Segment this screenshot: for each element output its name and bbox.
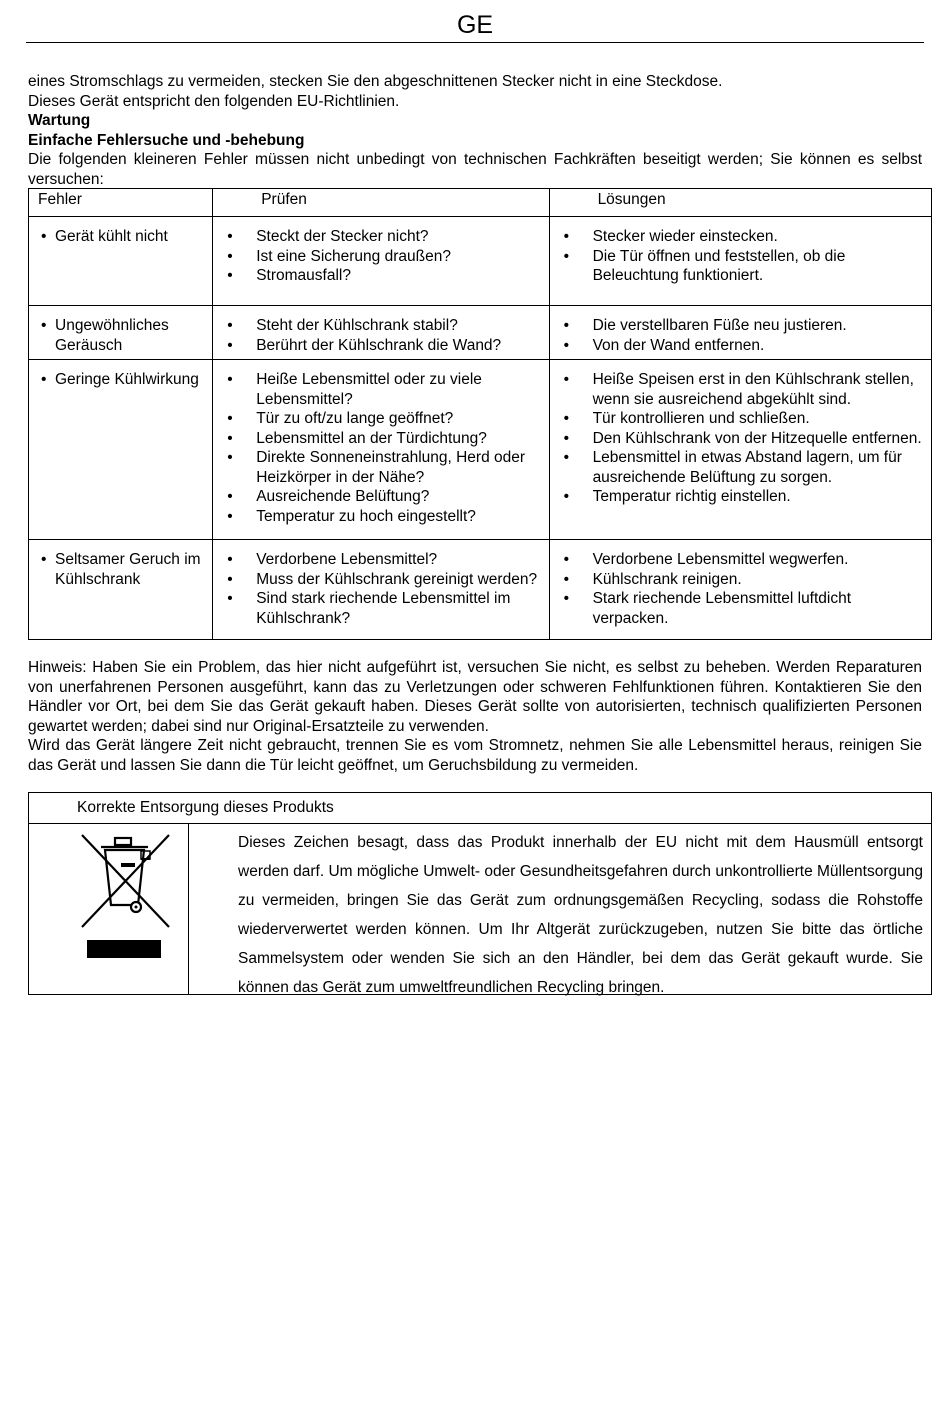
disposal-icon-cell [29, 823, 189, 994]
bullet-icon: • [227, 590, 233, 607]
bullet-icon: • [563, 247, 569, 265]
fault-text: Geringe Kühlwirkung [55, 371, 199, 388]
bullet-icon: • [41, 228, 47, 245]
bullet-icon: • [563, 570, 569, 588]
bullet-icon: • [563, 317, 569, 334]
troubleshooting-table [28, 188, 932, 640]
list-item: • Ist eine Sicherung draußen? [227, 247, 451, 265]
list-item: • Heiße Speisen erst in den Kühlschrank stellen, wenn sie ausreichend abgekühlt sind. [563, 371, 914, 408]
bullet-icon: • [227, 410, 233, 427]
maintenance-heading: Wartung [28, 112, 91, 129]
bullet-icon: • [227, 247, 233, 265]
check-cell [213, 540, 549, 640]
list-item: • Direkte Sonneneinstrahlung, Herd oder Heizkörper in der Nähe? [227, 449, 526, 486]
bullet-icon: • [41, 317, 47, 334]
list-item: • Steckt der Stecker nicht? [227, 228, 429, 245]
bullet-icon: • [563, 429, 569, 447]
intro-line-1: eines Stromschlags zu vermeiden, stecken Sie den abgeschnittenen Stecker nicht in eine Steckdose. [28, 73, 723, 90]
bullet-icon: • [227, 429, 233, 447]
list-item: • Die Tür öffnen und feststellen, ob die Beleuchtung funktioniert. [563, 247, 846, 284]
list-item: • Verdorbene Lebensmittel? [227, 551, 438, 568]
solution-cell [549, 540, 931, 640]
bullet-icon: • [227, 267, 233, 284]
check-cell [213, 217, 549, 306]
list-item: • Temperatur richtig einstellen. [563, 488, 791, 505]
troubleshooting-heading: Einfache Fehlersuche und -behebung [28, 131, 305, 149]
page-language-code: GE [456, 11, 494, 39]
list-item: • Die verstellbaren Füße neu justieren. [563, 317, 847, 334]
list-item: • Verdorbene Lebensmittel wegwerfen. [563, 551, 849, 568]
page-header [26, 8, 924, 43]
solution-cell [549, 217, 931, 306]
list-item: • Stark riechende Lebensmittel luftdicht verpacken. [563, 590, 852, 627]
bullet-icon: • [563, 590, 569, 607]
list-item: • Lebensmittel an der Türdichtung? [227, 429, 487, 447]
intro-section [28, 72, 922, 189]
hint-section [28, 658, 922, 775]
list-item: • Kühlschrank reinigen. [563, 570, 742, 588]
bullet-icon: • [227, 371, 233, 388]
list-item: • Tür kontrollieren und schließen. [563, 410, 810, 427]
table-header-row [29, 189, 932, 217]
bullet-icon: • [227, 228, 233, 245]
table-row [29, 540, 932, 640]
solution-cell [549, 306, 931, 360]
bullet-icon: • [41, 551, 47, 568]
fault-cell [29, 360, 213, 540]
header-fault: Fehler [29, 189, 213, 217]
bullet-icon: • [41, 371, 47, 388]
bullet-icon: • [563, 336, 569, 354]
table-row [29, 306, 932, 360]
list-item: • Muss der Kühlschrank gereinigt werden? [227, 570, 538, 588]
solution-cell [549, 360, 931, 540]
bullet-icon: • [227, 336, 233, 354]
bullet-icon: • [563, 551, 569, 568]
check-cell [213, 306, 549, 360]
check-cell [213, 360, 549, 540]
list-item: • Stromausfall? [227, 267, 351, 284]
header-check: Prüfen [213, 189, 549, 217]
bullet-icon: • [563, 410, 569, 427]
bullet-icon: • [227, 449, 233, 466]
fault-cell [29, 306, 213, 360]
fault-cell [29, 217, 213, 306]
bullet-icon: • [227, 507, 233, 525]
fault-text: Ungewöhnliches Geräusch [55, 317, 169, 354]
bullet-icon: • [227, 488, 233, 505]
list-item: • Berührt der Kühlschrank die Wand? [227, 336, 502, 354]
fault-text: Seltsamer Geruch im Kühlschrank [55, 551, 201, 588]
bullet-icon: • [563, 488, 569, 505]
table-row [29, 217, 932, 306]
list-item: • Steht der Kühlschrank stabil? [227, 317, 458, 334]
bullet-icon: • [227, 551, 233, 568]
disposal-text: Dieses Zeichen besagt, dass das Produkt innerhalb der EU nicht mit dem Hausmüll entsorgt werden darf. Um mögliche Umwelt- oder Gesundheitsgefahren durch unkontrollierte Müllentsorgung zu vermeiden, bringen Sie das Gerät zum ordnungsgemäßen Recycling, sodass die Rohstoffe wiederverwertet werden können. Um Ihr Altgerät zurückzugeben, nutzen Sie bitte das örtliche Sammelsystem oder wenden Sie sich an den Händler, bei dem das Gerät gekauft wurde. Sie können das Gerät zum umweltfreundlichen Recycling bringen. [238, 834, 923, 996]
list-item: • Heiße Lebensmittel oder zu viele Lebensmittel? [227, 371, 482, 408]
bullet-icon: • [227, 570, 233, 588]
crossed-out-wheelie-bin-icon [29, 823, 188, 996]
bullet-icon: • [563, 371, 569, 388]
bullet-icon: • [563, 449, 569, 466]
list-item: • Stecker wieder einstecken. [563, 228, 778, 245]
intro-line-2: Dieses Gerät entspricht den folgenden EU-Richtlinien. [28, 92, 400, 110]
list-item: • Den Kühlschrank von der Hitzequelle entfernen. [563, 429, 922, 447]
list-item: • Lebensmittel in etwas Abstand lagern, um für ausreichende Belüftung zu sorgen. [563, 449, 902, 486]
header-solutions: Lösungen [549, 189, 931, 217]
fault-cell [29, 540, 213, 640]
disposal-title: Korrekte Entsorgung dieses Produkts [77, 799, 334, 816]
bullet-icon: • [227, 317, 233, 334]
list-item: • Temperatur zu hoch eingestellt? [227, 507, 476, 525]
list-item: • Von der Wand entfernen. [563, 336, 765, 354]
hint-paragraph-2: Wird das Gerät längere Zeit nicht gebraucht, trennen Sie es vom Stromnetz, nehmen Sie alle Lebensmittel heraus, reinigen Sie das Gerät und lassen Sie dann die Tür leicht geöffnet, um Geruchsbildung zu vermeiden. [28, 737, 922, 774]
disposal-box [28, 792, 932, 995]
table-row [29, 360, 932, 540]
list-item: • Sind stark riechende Lebensmittel im Kühlschrank? [227, 590, 511, 627]
list-item: • Tür zu oft/zu lange geöffnet? [227, 410, 454, 427]
troubleshooting-intro: Die folgenden kleineren Fehler müssen nicht unbedingt von technischen Fachkräften beseitigt werden; Sie können es selbst versuchen: [28, 151, 922, 188]
list-item: • Ausreichende Belüftung? [227, 488, 430, 505]
bullet-icon: • [563, 228, 569, 245]
fault-text: Gerät kühlt nicht [55, 228, 168, 245]
disposal-header [29, 793, 931, 824]
hint-paragraph-1: Hinweis: Haben Sie ein Problem, das hier nicht aufgeführt ist, versuchen Sie nicht, es selbst zu beheben. Werden Reparaturen von unerfahrenen Personen ausgeführt, kann das zu Verletzungen oder schweren Fehlfunktionen führen. Kontaktieren Sie den Händler vor Ort, bei dem Sie das Gerät gekauft haben. Dieses Gerät sollte von autorisierten, technisch qualifizierten Personen gewartet werden; dabei sind nur Original-Ersatzteile zu verwenden. [28, 659, 922, 735]
